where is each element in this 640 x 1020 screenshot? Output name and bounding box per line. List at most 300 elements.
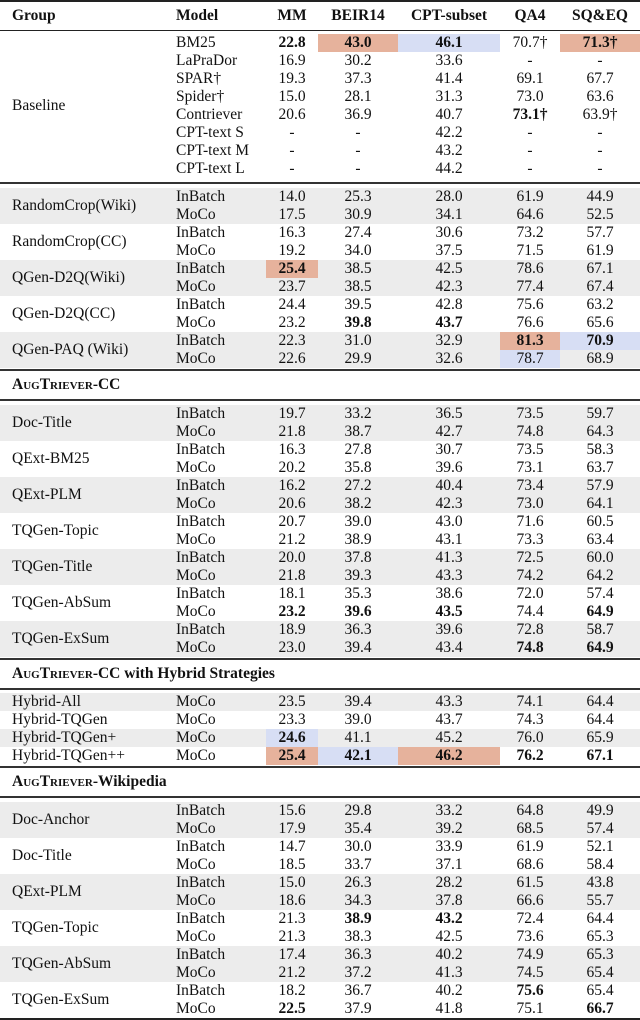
model-name: BM25 (176, 34, 216, 51)
value-cell-beir14: 31.0 (344, 332, 372, 349)
value-cell-qa4: 74.2 (516, 567, 544, 584)
table-row (170, 820, 640, 838)
value-cell-qa4: 81.3 (500, 332, 560, 350)
table-row (170, 946, 640, 964)
value-cell-qa4: 76.6 (516, 314, 544, 331)
model-name: MoCo (176, 459, 216, 476)
table-row (170, 88, 640, 106)
section-rule (0, 399, 640, 401)
section-title-rest: -CC (92, 376, 121, 393)
value-cell-cpt-subset: 43.0 (435, 513, 463, 530)
value-cell-cpt-subset: 42.3 (435, 278, 463, 295)
value-cell-qa4: 73.3 (516, 531, 544, 548)
group-name: QExt-BM25 (12, 450, 90, 467)
value-cell-cpt-subset: 41.8 (435, 1000, 463, 1017)
value-cell-qa4: 73.2 (516, 224, 544, 241)
section-title-rest: -CC with Hybrid Strategies (92, 665, 275, 682)
model-name: MoCo (176, 711, 216, 728)
group-name: TQGen-Title (12, 558, 93, 575)
value-cell-mm: 21.3 (278, 910, 306, 927)
value-cell-mm: 18.1 (278, 585, 306, 602)
table-row (170, 106, 640, 124)
value-cell-sq-eq: 65.3 (586, 928, 614, 945)
value-cell-sq-eq: 64.9 (586, 603, 614, 620)
row-group (0, 224, 640, 260)
section-title (0, 661, 640, 687)
group-rows (170, 405, 640, 441)
value-cell-cpt-subset: 42.7 (435, 423, 463, 440)
group-name: Hybrid-All (12, 693, 81, 710)
value-cell-mm: 22.5 (278, 1000, 306, 1017)
value-cell-qa4: 66.6 (516, 892, 544, 909)
value-cell-beir14: 29.9 (344, 350, 372, 367)
value-cell-beir14: 39.4 (344, 639, 372, 656)
value-cell-sq-eq: 65.3 (586, 946, 614, 963)
value-cell-cpt-subset: 40.4 (435, 477, 463, 494)
model-name: InBatch (176, 585, 226, 602)
model-name: MoCo (176, 747, 216, 764)
value-cell-cpt-subset: 33.9 (435, 838, 463, 855)
value-cell-sq-eq: 64.4 (586, 910, 614, 927)
table-row (170, 910, 640, 928)
model-name: MoCo (176, 639, 216, 656)
table-row (170, 838, 640, 856)
section-rule (0, 796, 640, 798)
value-cell-qa4: 68.6 (516, 856, 544, 873)
value-cell-qa4: - (527, 124, 533, 141)
value-cell-cpt-subset: 39.2 (435, 820, 463, 837)
value-cell-qa4: 72.0 (516, 585, 544, 602)
value-cell-mm: 21.2 (278, 531, 306, 548)
value-cell-cpt-subset: 43.1 (435, 531, 463, 548)
value-cell-cpt-subset: 46.2 (398, 747, 500, 765)
model-name: InBatch (176, 982, 226, 999)
value-cell-cpt-subset: 40.2 (435, 946, 463, 963)
value-cell-beir14: - (355, 160, 361, 177)
model-name: InBatch (176, 260, 226, 277)
value-cell-beir14: 27.2 (344, 477, 372, 494)
group-rows (170, 296, 640, 332)
value-cell-beir14: 39.8 (344, 314, 372, 331)
model-name: MoCo (176, 242, 216, 259)
value-cell-cpt-subset: 40.7 (435, 106, 463, 123)
group-name: Doc-Title (12, 414, 72, 431)
model-name: Spider† (176, 88, 225, 105)
value-cell-cpt-subset: 43.4 (435, 639, 463, 656)
value-cell-qa4: 73.0 (516, 495, 544, 512)
value-cell-sq-eq: 65.4 (586, 982, 614, 999)
value-cell-beir14: 27.8 (344, 441, 372, 458)
model-name: MoCo (176, 729, 216, 746)
table-row (170, 405, 640, 423)
value-cell-mm: 21.8 (278, 423, 306, 440)
table-row (170, 188, 640, 206)
row-group (0, 711, 640, 729)
section-title-rest: -Wikipedia (92, 773, 167, 790)
model-name: CPT-text L (176, 160, 245, 177)
group-name: QGen-D2Q(CC) (12, 305, 116, 322)
value-cell-sq-eq: 63.9† (582, 106, 618, 123)
value-cell-mm: 18.5 (278, 856, 306, 873)
model-name: MoCo (176, 1000, 216, 1017)
value-cell-sq-eq: 61.9 (586, 242, 614, 259)
section-title-smallcaps: AugTriever (12, 665, 93, 682)
model-name: InBatch (176, 188, 226, 205)
value-cell-mm: 16.9 (278, 52, 306, 69)
value-cell-sq-eq: 58.7 (586, 621, 614, 638)
value-cell-qa4: 64.8 (516, 802, 544, 819)
value-cell-cpt-subset: 36.5 (435, 405, 463, 422)
group-name: TQGen-AbSum (12, 955, 112, 972)
table-row (170, 729, 640, 747)
table-row (170, 314, 640, 332)
row-group (0, 946, 640, 982)
value-cell-mm: 16.2 (278, 477, 306, 494)
group-rows (170, 838, 640, 874)
value-cell-beir14: 38.3 (344, 928, 372, 945)
value-cell-sq-eq: 63.6 (586, 88, 614, 105)
value-cell-mm: 25.4 (266, 747, 318, 765)
group-name: TQGen-AbSum (12, 594, 112, 611)
model-name: InBatch (176, 405, 226, 422)
row-group (0, 693, 640, 711)
value-cell-sq-eq: 58.3 (586, 441, 614, 458)
table-row (170, 224, 640, 242)
model-name: MoCo (176, 423, 216, 440)
value-cell-qa4: 75.6 (516, 296, 544, 313)
value-cell-sq-eq: 57.4 (586, 585, 614, 602)
row-group (0, 296, 640, 332)
value-cell-cpt-subset: 43.7 (435, 711, 463, 728)
value-cell-qa4: 74.1 (516, 693, 544, 710)
table-row (170, 459, 640, 477)
value-cell-sq-eq: 64.4 (586, 693, 614, 710)
value-cell-sq-eq: 44.9 (586, 188, 614, 205)
model-name: MoCo (176, 892, 216, 909)
row-group (0, 477, 640, 513)
section-rule (0, 182, 640, 184)
value-cell-cpt-subset: 44.2 (435, 160, 463, 177)
value-cell-sq-eq: - (597, 124, 603, 141)
value-cell-cpt-subset: 45.2 (435, 729, 463, 746)
value-cell-sq-eq: - (597, 142, 603, 159)
table-row (170, 874, 640, 892)
value-cell-beir14: 35.8 (344, 459, 372, 476)
model-name: InBatch (176, 910, 226, 927)
table-row (170, 296, 640, 314)
model-name: MoCo (176, 928, 216, 945)
value-cell-sq-eq: 49.9 (586, 802, 614, 819)
value-cell-mm: 20.2 (278, 459, 306, 476)
table-row (170, 242, 640, 260)
value-cell-mm: 24.6 (266, 729, 318, 747)
group-name: TQGen-Topic (12, 522, 99, 539)
value-cell-sq-eq: 43.8 (586, 874, 614, 891)
value-cell-beir14: 30.9 (344, 206, 372, 223)
value-cell-qa4: 74.8 (516, 639, 544, 656)
value-cell-mm: 21.3 (278, 928, 306, 945)
value-cell-qa4: 64.6 (516, 206, 544, 223)
value-cell-sq-eq: 68.9 (586, 350, 614, 367)
section-rule (0, 658, 640, 660)
group-rows (170, 802, 640, 838)
value-cell-sq-eq: 63.7 (586, 459, 614, 476)
value-cell-sq-eq: 67.7 (586, 70, 614, 87)
group-name: QExt-PLM (12, 883, 82, 900)
model-name: InBatch (176, 441, 226, 458)
value-cell-sq-eq: 65.9 (586, 729, 614, 746)
row-group (0, 910, 640, 946)
value-cell-mm: - (289, 160, 295, 177)
value-cell-beir14: - (355, 124, 361, 141)
table-row (170, 477, 640, 495)
table-row (170, 278, 640, 296)
value-cell-qa4: 61.5 (516, 874, 544, 891)
table-row (170, 892, 640, 910)
model-name: MoCo (176, 531, 216, 548)
group-rows (170, 513, 640, 549)
value-cell-beir14: 34.0 (344, 242, 372, 259)
value-cell-beir14: 42.1 (318, 747, 398, 765)
group-name: TQGen-Topic (12, 919, 99, 936)
value-cell-cpt-subset: 39.6 (435, 459, 463, 476)
value-cell-mm: 23.0 (278, 639, 306, 656)
value-cell-beir14: 27.4 (344, 224, 372, 241)
value-cell-beir14: - (355, 142, 361, 159)
value-cell-mm: - (289, 142, 295, 159)
value-cell-beir14: 37.9 (344, 1000, 372, 1017)
table-row (170, 621, 640, 639)
group-rows (170, 34, 640, 178)
section-rule (0, 369, 640, 371)
section-title (0, 769, 640, 795)
header-sqeq: SQ&EQ (572, 7, 628, 24)
value-cell-cpt-subset: 33.2 (435, 802, 463, 819)
table-row (170, 206, 640, 224)
value-cell-beir14: 33.2 (344, 405, 372, 422)
value-cell-mm: 25.4 (266, 260, 318, 278)
value-cell-cpt-subset: 33.6 (435, 52, 463, 69)
value-cell-cpt-subset: 28.0 (435, 188, 463, 205)
group-name: TQGen-ExSum (12, 630, 110, 647)
value-cell-sq-eq: 57.9 (586, 477, 614, 494)
value-cell-sq-eq: 64.3 (586, 423, 614, 440)
value-cell-mm: 23.2 (278, 603, 306, 620)
model-name: InBatch (176, 621, 226, 638)
group-name: Doc-Anchor (12, 811, 90, 828)
row-group (0, 260, 640, 296)
value-cell-sq-eq: 64.2 (586, 567, 614, 584)
value-cell-beir14: 38.9 (344, 910, 372, 927)
value-cell-cpt-subset: 39.6 (435, 621, 463, 638)
value-cell-mm: 22.6 (278, 350, 306, 367)
value-cell-sq-eq: 67.1 (586, 260, 614, 277)
value-cell-qa4: 73.5 (516, 405, 544, 422)
table-row (170, 747, 640, 765)
value-cell-mm: 18.9 (278, 621, 306, 638)
value-cell-beir14: 38.9 (344, 531, 372, 548)
value-cell-qa4: 73.1† (512, 106, 548, 123)
value-cell-mm: 23.5 (278, 693, 306, 710)
model-name: InBatch (176, 296, 226, 313)
row-group (0, 513, 640, 549)
row-group (0, 802, 640, 838)
value-cell-beir14: 37.8 (344, 549, 372, 566)
value-cell-mm: 19.3 (278, 70, 306, 87)
value-cell-sq-eq: 52.5 (586, 206, 614, 223)
value-cell-beir14: 26.3 (344, 874, 372, 891)
value-cell-mm: 21.2 (278, 964, 306, 981)
model-name: InBatch (176, 874, 226, 891)
value-cell-beir14: 38.5 (344, 260, 372, 277)
row-group (0, 585, 640, 621)
value-cell-mm: 14.7 (278, 838, 306, 855)
model-name: SPAR† (176, 70, 222, 87)
value-cell-beir14: 38.2 (344, 495, 372, 512)
group-name: QGen-D2Q(Wiki) (12, 269, 126, 286)
value-cell-mm: 17.9 (278, 820, 306, 837)
row-group (0, 188, 640, 224)
model-name: InBatch (176, 802, 226, 819)
section-rule (0, 766, 640, 768)
value-cell-qa4: 76.2 (516, 747, 544, 764)
value-cell-mm: 16.3 (278, 441, 306, 458)
value-cell-sq-eq: 71.3† (560, 34, 640, 52)
model-name: InBatch (176, 549, 226, 566)
value-cell-beir14: 38.5 (344, 278, 372, 295)
value-cell-sq-eq: 66.7 (586, 1000, 614, 1017)
value-cell-beir14: 28.1 (344, 88, 372, 105)
row-group (0, 747, 640, 765)
value-cell-cpt-subset: 40.2 (435, 982, 463, 999)
value-cell-mm: 14.0 (278, 188, 306, 205)
value-cell-mm: 20.6 (278, 106, 306, 123)
value-cell-cpt-subset: 43.2 (435, 910, 463, 927)
group-name: Hybrid-TQGen+ (12, 729, 117, 746)
value-cell-qa4: - (527, 160, 533, 177)
value-cell-mm: - (289, 124, 295, 141)
value-cell-qa4: 72.5 (516, 549, 544, 566)
model-name: MoCo (176, 567, 216, 584)
value-cell-cpt-subset: 28.2 (435, 874, 463, 891)
value-cell-beir14: 35.4 (344, 820, 372, 837)
model-name: MoCo (176, 314, 216, 331)
value-cell-qa4: 76.0 (516, 729, 544, 746)
row-group (0, 441, 640, 477)
value-cell-mm: 23.3 (278, 711, 306, 728)
value-cell-mm: 23.7 (278, 278, 306, 295)
value-cell-mm: 16.3 (278, 224, 306, 241)
group-name: RandomCrop(Wiki) (12, 197, 137, 214)
value-cell-qa4: 75.1 (516, 1000, 544, 1017)
value-cell-qa4: 74.3 (516, 711, 544, 728)
model-name: MoCo (176, 278, 216, 295)
value-cell-cpt-subset: 38.6 (435, 585, 463, 602)
value-cell-beir14: 34.3 (344, 892, 372, 909)
value-cell-qa4: 61.9 (516, 838, 544, 855)
model-name: InBatch (176, 224, 226, 241)
value-cell-beir14: 35.3 (344, 585, 372, 602)
value-cell-cpt-subset: 42.2 (435, 124, 463, 141)
group-rows (170, 874, 640, 910)
table-row (170, 856, 640, 874)
value-cell-qa4: 69.1 (516, 70, 544, 87)
model-name: MoCo (176, 495, 216, 512)
group-rows (170, 693, 640, 711)
model-name: InBatch (176, 332, 226, 349)
group-rows (170, 747, 640, 765)
value-cell-cpt-subset: 32.9 (435, 332, 463, 349)
table-row (170, 802, 640, 820)
group-rows (170, 729, 640, 747)
value-cell-beir14: 33.7 (344, 856, 372, 873)
model-name: InBatch (176, 946, 226, 963)
value-cell-beir14: 39.0 (344, 513, 372, 530)
value-cell-sq-eq: 58.4 (586, 856, 614, 873)
value-cell-qa4: 74.5 (516, 964, 544, 981)
value-cell-cpt-subset: 41.3 (435, 964, 463, 981)
header-qa4: QA4 (514, 7, 546, 24)
value-cell-qa4: 71.5 (516, 242, 544, 259)
table-row (170, 34, 640, 52)
value-cell-qa4: - (527, 142, 533, 159)
group-rows (170, 585, 640, 621)
value-cell-qa4: 73.5 (516, 441, 544, 458)
header-group: Group (12, 7, 56, 24)
value-cell-cpt-subset: 30.7 (435, 441, 463, 458)
value-cell-beir14: 36.7 (344, 982, 372, 999)
table-row (170, 964, 640, 982)
value-cell-mm: 19.2 (278, 242, 306, 259)
value-cell-sq-eq: 59.7 (586, 405, 614, 422)
group-rows (170, 477, 640, 513)
value-cell-sq-eq: 67.1 (586, 747, 614, 764)
value-cell-beir14: 39.0 (344, 711, 372, 728)
value-cell-beir14: 39.4 (344, 693, 372, 710)
value-cell-cpt-subset: 37.1 (435, 856, 463, 873)
row-group (0, 549, 640, 585)
value-cell-cpt-subset: 43.7 (435, 314, 463, 331)
value-cell-beir14: 30.0 (344, 838, 372, 855)
table-row (170, 585, 640, 603)
value-cell-qa4: 78.7 (500, 350, 560, 368)
value-cell-sq-eq: 57.7 (586, 224, 614, 241)
value-cell-cpt-subset: 43.3 (435, 567, 463, 584)
value-cell-beir14: 41.1 (344, 729, 372, 746)
group-name: QGen-PAQ (Wiki) (12, 341, 129, 358)
value-cell-sq-eq: 64.9 (586, 639, 614, 656)
value-cell-sq-eq: 57.4 (586, 820, 614, 837)
row-group (0, 332, 640, 368)
model-name: MoCo (176, 603, 216, 620)
model-name: MoCo (176, 856, 216, 873)
table-row (170, 52, 640, 70)
value-cell-beir14: 36.3 (344, 621, 372, 638)
value-cell-cpt-subset: 32.6 (435, 350, 463, 367)
value-cell-mm: 24.4 (278, 296, 306, 313)
row-group (0, 874, 640, 910)
value-cell-cpt-subset: 37.5 (435, 242, 463, 259)
group-rows (170, 910, 640, 946)
row-group (0, 621, 640, 657)
value-cell-mm: 22.3 (278, 332, 306, 349)
value-cell-mm: 20.0 (278, 549, 306, 566)
spacer (0, 178, 640, 181)
value-cell-mm: 17.4 (278, 946, 306, 963)
model-name: MoCo (176, 350, 216, 367)
model-name: InBatch (176, 477, 226, 494)
value-cell-sq-eq: 67.4 (586, 278, 614, 295)
